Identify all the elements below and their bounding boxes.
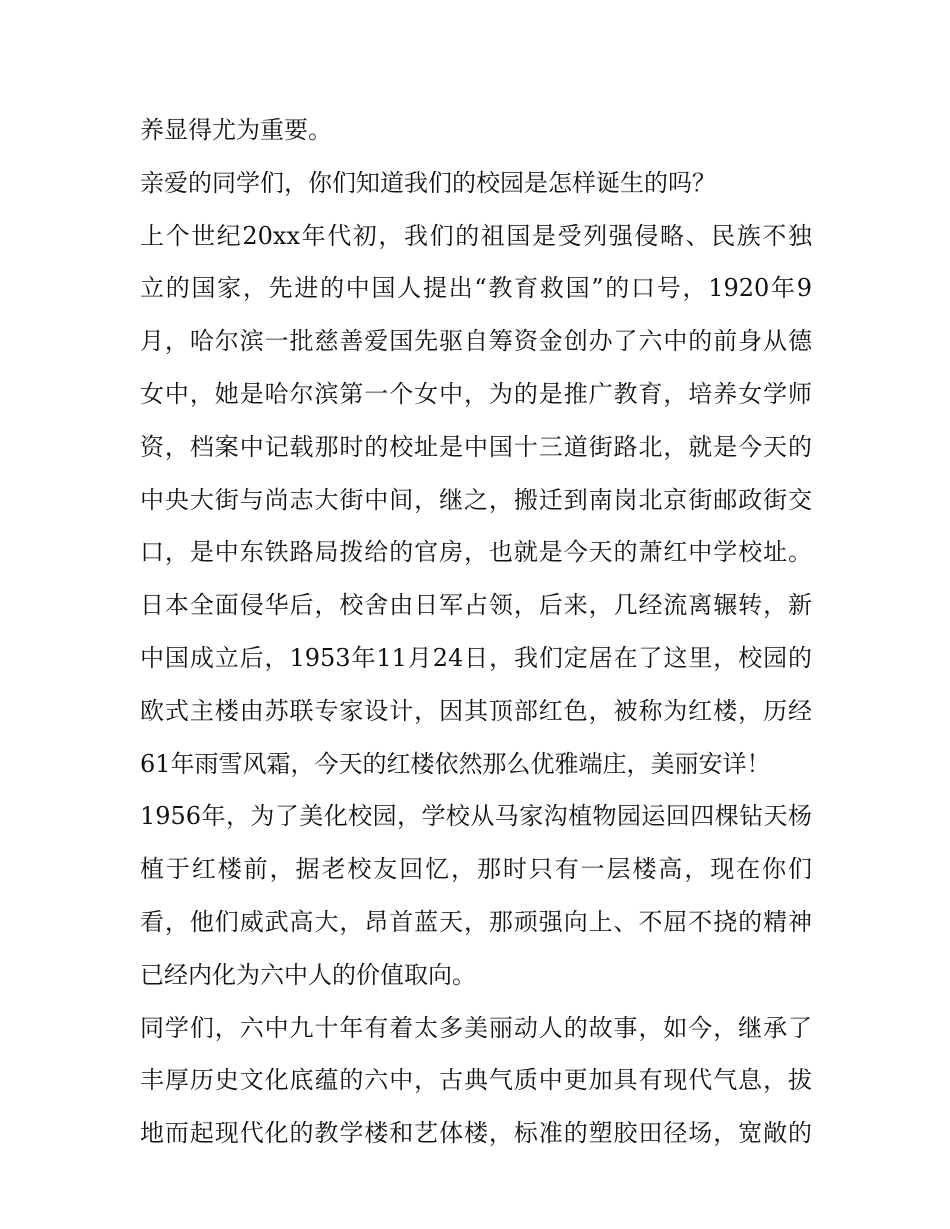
text-line: 植于红楼前，据老校友回忆，那时只有一层楼高，现在你们 [140, 855, 812, 884]
text-line: 上个世纪20xx年代初，我们的祖国是受列强侵略、民族不独 [140, 221, 812, 250]
text-line: 看，他们威武高大，昂首蓝天，那顽强向上、不屈不挠的精神 [140, 907, 812, 936]
text-line: 日本全面侵华后，校舍由日军占领，后来，几经流离辗转，新 [140, 591, 812, 620]
text-line: 1956年，为了美化校园，学校从马家沟植物园运回四棵钻天杨 [140, 802, 812, 831]
text-line: 养显得尤为重要。 [140, 116, 332, 144]
text-line: 口，是中东铁路局拨给的官房，也就是今天的萧红中学校址。 [140, 538, 812, 567]
text-line: 地而起现代化的教学楼和艺体楼，标准的塑胶田径场，宽敞的 [140, 1119, 812, 1148]
text-line: 亲爱的同学们，你们知道我们的校园是怎样诞生的吗？ [140, 168, 716, 197]
text-line: 同学们，六中九十年有着太多美丽动人的故事，如今，继承了 [140, 1013, 812, 1042]
text-line: 已经内化为六中人的价值取向。 [140, 960, 476, 989]
text-line: 立的国家，先进的中国人提出“教育救国”的口号，1920年9 [140, 274, 812, 303]
text-line: 中国成立后，1953年11月24日，我们定居在了这里，校园的 [140, 643, 812, 672]
text-line: 资，档案中记载那时的校址是中国十三道街路北，就是今天的 [140, 432, 812, 461]
text-line: 女中，她是哈尔滨第一个女中，为的是推广教育，培养女学师 [140, 379, 812, 408]
text-line: 欧式主楼由苏联专家设计，因其顶部红色，被称为红楼，历经 [140, 696, 812, 725]
text-line: 月，哈尔滨一批慈善爱国先驱自筹资金创办了六中的前身从德 [140, 327, 812, 356]
text-line: 中央大街与尚志大街中间，继之，搬迁到南岗北京街邮政街交 [140, 485, 812, 514]
text-line: 61年雨雪风霜，今天的红楼依然那么优雅端庄，美丽安详！ [140, 749, 771, 778]
document-body [140, 104, 812, 1160]
text-line: 丰厚历史文化底蕴的六中，古典气质中更加具有现代气息，拔 [140, 1066, 812, 1095]
